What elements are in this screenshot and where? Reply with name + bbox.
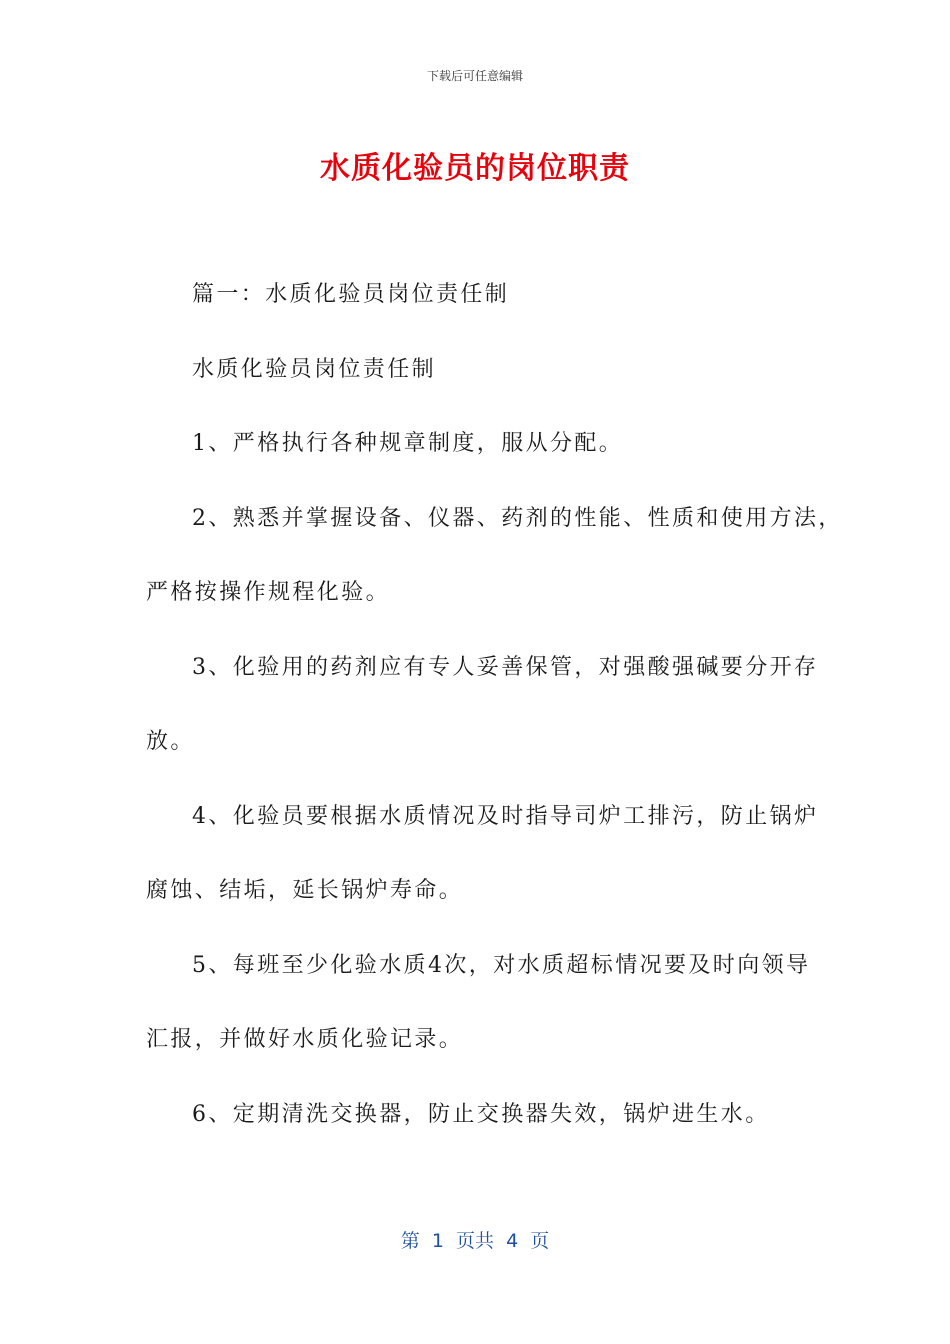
paragraph-line: 放。	[146, 729, 195, 754]
header-note: 下载后可任意编辑	[426, 69, 523, 83]
paragraph-line: 5、每班至少化验水质4次，对水质超标情况要及时向领导	[192, 952, 811, 978]
paragraph-line: 1、严格执行各种规章制度，服从分配。	[192, 431, 624, 456]
paragraph-line: 严格按操作规程化验。	[146, 580, 391, 605]
page-number-footer: 第 1 页共 4 页	[400, 1230, 550, 1252]
paragraph-line: 2、熟悉并掌握设备、仪器、药剂的性能、性质和使用方法，	[192, 505, 843, 531]
document-body	[146, 268, 843, 1162]
section-heading: 篇一：水质化验员岗位责任制	[192, 282, 510, 307]
paragraph-line: 4、化验员要根据水质情况及时指导司炉工排污，防止锅炉	[192, 803, 819, 829]
document-title: 水质化验员的岗位职责	[320, 151, 630, 186]
paragraph-line: 腐蚀、结垢，延长锅炉寿命。	[146, 878, 464, 903]
paragraph-line: 3、化验用的药剂应有专人妥善保管，对强酸强碱要分开存	[192, 654, 819, 680]
paragraph-line: 6、定期清洗交换器，防止交换器失效，锅炉进生水。	[192, 1101, 770, 1127]
subheading: 水质化验员岗位责任制	[192, 356, 437, 382]
paragraph-line: 汇报，并做好水质化验记录。	[146, 1027, 464, 1052]
